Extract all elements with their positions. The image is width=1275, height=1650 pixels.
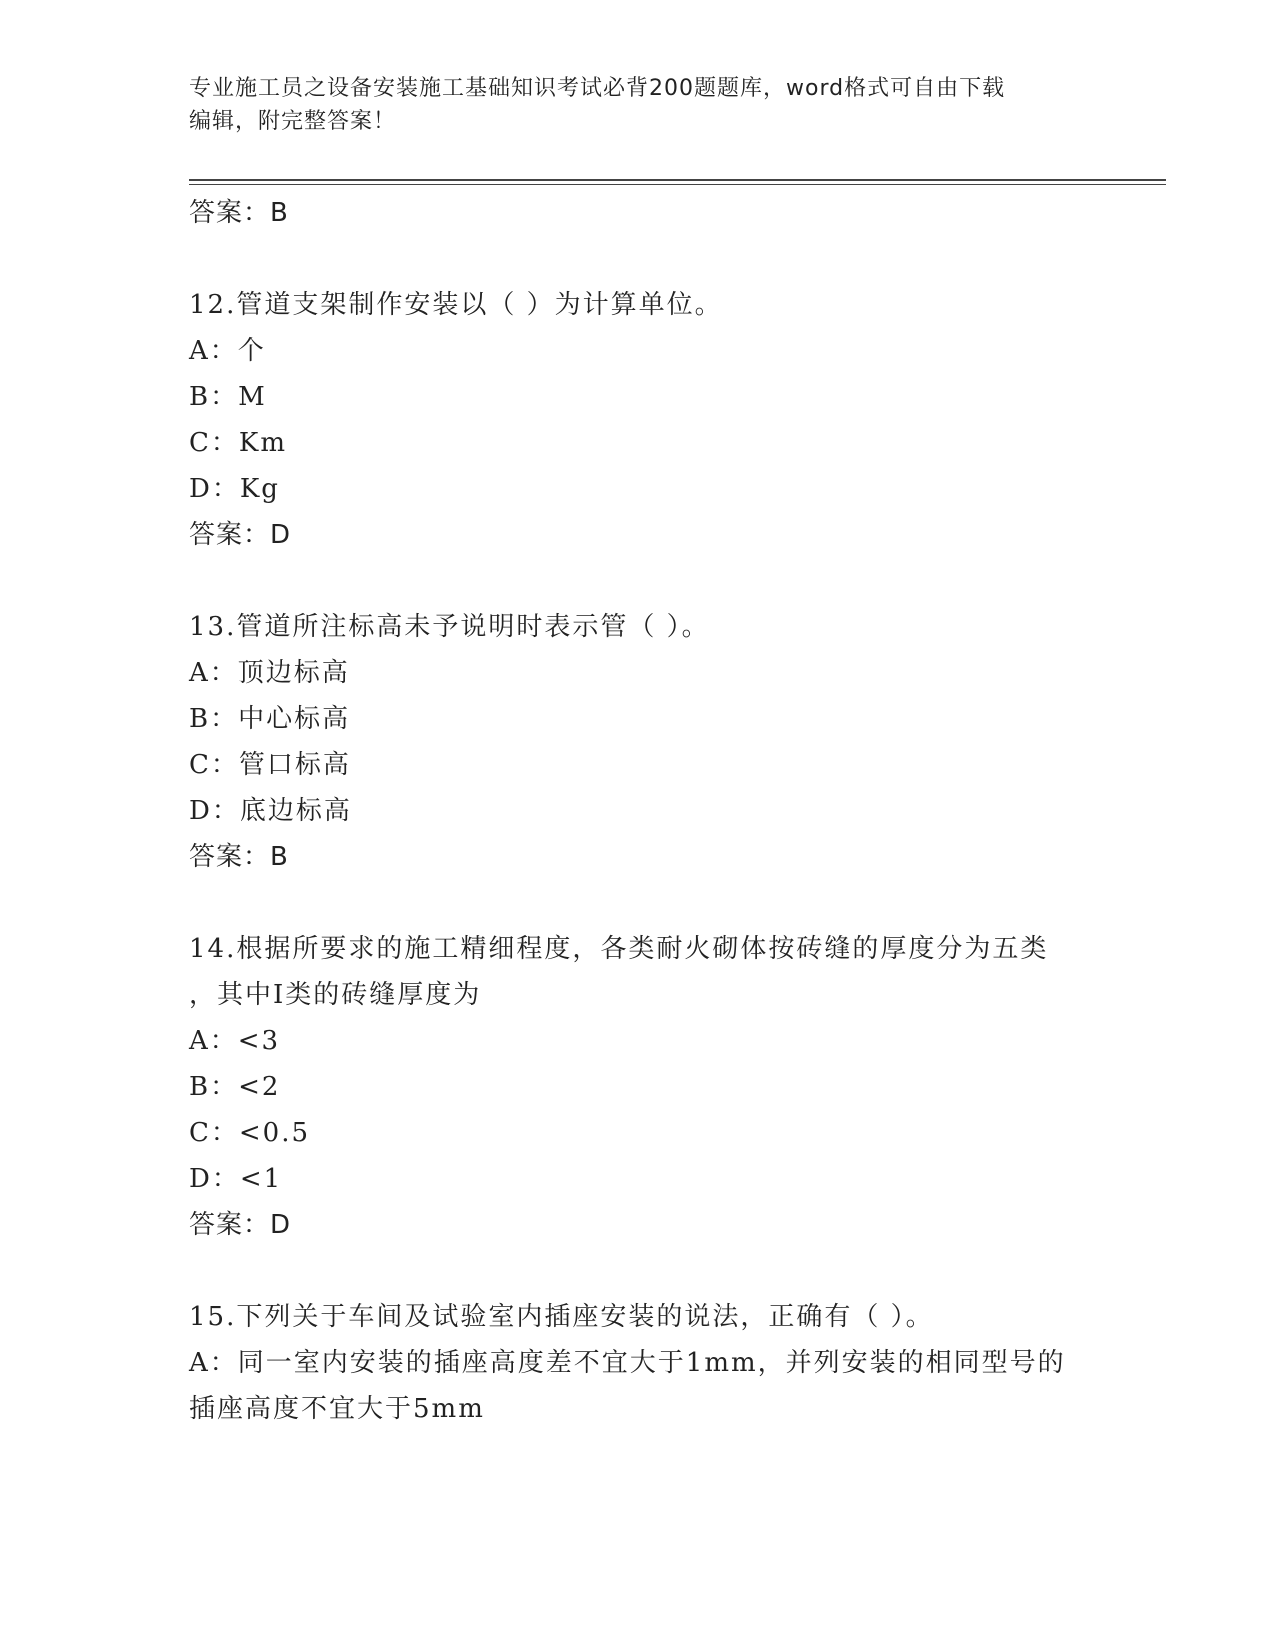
header-divider-thin: [189, 184, 1166, 185]
option-a-continued: 插座高度不宜大于5mm: [189, 1394, 485, 1424]
option-d: D：<1: [189, 1164, 283, 1194]
option-a: A：<3: [189, 1026, 281, 1056]
question-15: [189, 1294, 1089, 1432]
question-stem: 12.管道支架制作安装以（ ）为计算单位。: [189, 290, 723, 320]
question-stem-continued: ，其中Ⅰ类的砖缝厚度为: [189, 980, 482, 1010]
option-c: C：管口标高: [189, 750, 351, 780]
option-b: B：<2: [189, 1072, 281, 1102]
answer: 答案：B: [189, 842, 289, 872]
question-14: [189, 926, 1089, 1248]
answer: 答案：D: [189, 520, 292, 550]
question-13: [189, 604, 1089, 880]
option-d: D：Kg: [189, 474, 280, 504]
question-stem: 14.根据所要求的施工精细程度，各类耐火砌体按砖缝的厚度分为五类: [189, 934, 1049, 964]
header-divider-thick: [189, 179, 1166, 181]
previous-answer: 答案：B: [189, 198, 289, 228]
question-content: [189, 190, 1089, 1432]
question-stem: 13.管道所注标高未予说明时表示管（ ）。: [189, 612, 710, 642]
option-b: B：M: [189, 382, 267, 412]
question-12: [189, 282, 1089, 558]
spacer: [189, 236, 1089, 282]
spacer: [189, 880, 1089, 926]
option-d: D：底边标高: [189, 796, 352, 826]
question-stem: 15.下列关于车间及试验室内插座安装的说法，正确有（ ）。: [189, 1302, 934, 1332]
option-a: A：顶边标高: [189, 658, 350, 688]
option-a: A：个: [189, 336, 266, 366]
option-b: B：中心标高: [189, 704, 351, 734]
document-header: [189, 72, 1089, 138]
header-line-2: 编辑，附完整答案！: [189, 109, 397, 134]
option-c: C：Km: [189, 428, 287, 458]
spacer: [189, 558, 1089, 604]
spacer: [189, 1248, 1089, 1294]
option-a: A：同一室内安装的插座高度差不宜大于1mm，并列安装的相同型号的: [189, 1348, 1066, 1378]
header-line-1: 专业施工员之设备安装施工基础知识考试必背200题题库，word格式可自由下载: [189, 76, 1006, 101]
answer: 答案：D: [189, 1210, 292, 1240]
option-c: C：<0.5: [189, 1118, 311, 1148]
